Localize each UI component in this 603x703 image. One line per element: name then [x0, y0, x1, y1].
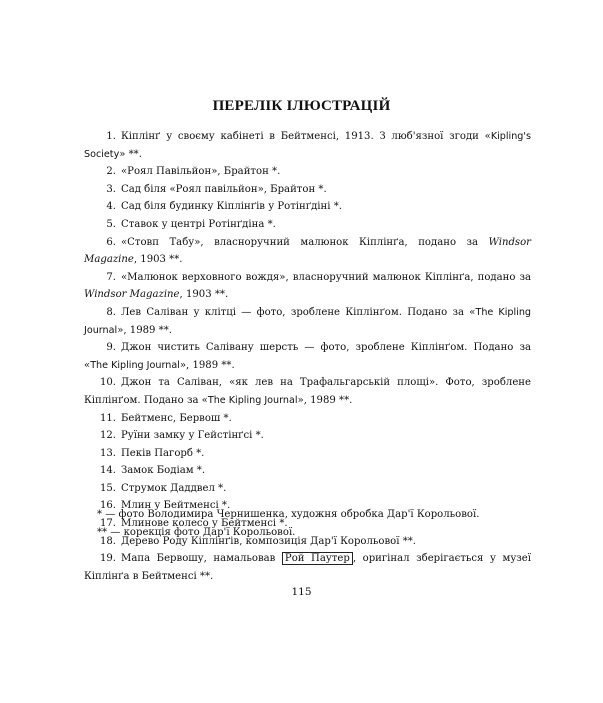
item-number: 4. [106, 201, 116, 213]
item-text: Руїни замку у Гейстінґсі *. [121, 430, 264, 442]
item-text: Ставок у центрі Ротінґдіна *. [121, 218, 276, 230]
item-number: 19. [99, 553, 116, 565]
publication-title: The Kipling Journal [84, 306, 531, 336]
highlighted-name: Рой Паутер [282, 552, 353, 565]
item-text: Сад біля будинку Кіплінґів у Ротінґдіні *. [121, 201, 342, 213]
item-number: 8. [106, 306, 116, 318]
list-item [84, 550, 531, 585]
item-number: 12. [99, 430, 116, 442]
item-number: 17. [99, 518, 116, 530]
item-number: 11. [99, 412, 116, 424]
item-number: 9. [106, 342, 116, 354]
list-item [84, 269, 531, 304]
item-number: 5. [106, 218, 116, 230]
footnote-single-star: * — фото Володимира Чернишенка, художня обробка Дар'ї Корольової. [97, 509, 480, 520]
item-text: Пеків Пагорб *. [121, 447, 205, 459]
page-number: 115 [291, 586, 312, 598]
list-item [84, 462, 531, 480]
list-item [84, 234, 531, 269]
list-item [84, 480, 531, 498]
magazine-title: Windsor Magazine [84, 236, 531, 266]
item-number: 15. [99, 482, 116, 494]
magazine-title: Windsor Magazine [84, 289, 180, 301]
item-text: Лев Саліван у клітці — фото, зроблене Кіплінґом. Подано за « [121, 306, 476, 318]
list-item [84, 427, 531, 445]
publication-title: The Kipling Journal [207, 394, 298, 406]
item-text: Млинове колесо у Бейтменсі *. [121, 518, 288, 530]
item-number: 14. [99, 465, 116, 477]
item-text: «Роял Павільйон», Брайтон *. [121, 166, 281, 178]
item-number: 6. [106, 236, 116, 248]
item-text-tail: », 1989 **. [117, 324, 172, 336]
item-text: Замок Бодіам *. [121, 465, 206, 477]
list-item [84, 445, 531, 463]
list-item [84, 339, 531, 374]
item-text: Джон чистить Салівану шерсть — фото, зроблене Кіплінґом. Подано за « [84, 342, 531, 371]
item-text: Млин у Бейтменсі *. [121, 500, 231, 512]
item-number: 16. [99, 500, 116, 512]
item-text: Струмок Даддвел *. [121, 482, 227, 494]
item-number: 7. [106, 271, 116, 283]
list-item [84, 163, 531, 181]
item-number: 13. [99, 447, 116, 459]
footnote-double-star: ** — корекція фото Дар'ї Корольової. [97, 526, 296, 538]
list-item [84, 128, 531, 163]
publication-title: Kipling's Society [84, 131, 531, 160]
item-number: 10. [99, 377, 116, 389]
footnotes [84, 506, 531, 541]
item-text-tail: , 1903 **. [133, 254, 183, 266]
list-item [84, 374, 531, 409]
item-text-tail: », 1989 **. [297, 394, 353, 406]
list-item [84, 198, 531, 216]
list-item [84, 181, 531, 199]
list-item [84, 216, 531, 234]
list-item [84, 304, 531, 339]
item-number: 3. [106, 183, 116, 195]
list-item [84, 410, 531, 428]
item-text: Джон та Саліван, «як лев на Трафальгарській площі». Фото, зроблене Кіплінґом. Подано за « [84, 377, 531, 406]
item-text: Кіплінґ у своєму кабінеті в Бейтменсі, 1913. З люб'язної згоди « [121, 131, 491, 142]
publication-title: The Kipling Journal [90, 359, 180, 371]
item-text: Бейтменс, Бервош *. [121, 412, 232, 424]
item-number: 1. [106, 131, 116, 142]
item-text-tail: », 1989 **. [179, 359, 235, 371]
item-text: Мапа Бервошу, намальовав [121, 553, 282, 565]
page-title: ПЕРЕЛІК ІЛЮСТРАЦІЙ [212, 98, 391, 114]
item-number: 2. [106, 166, 116, 178]
item-number: 18. [99, 535, 116, 547]
item-text: Дерево Роду Кіплінґів, композиція Дар'ї Корольової **. [121, 535, 416, 547]
item-text: «Стовп Табу», власноручний малюнок Кіплінґа, подано за [121, 236, 489, 248]
item-text-tail: , оригінал зберігається у музеї Кіплінґа в Бейтменсі **. [84, 553, 531, 582]
item-text-tail: » **. [119, 148, 142, 160]
item-text: Сад біля «Роял павільйон», Брайтон *. [121, 183, 327, 195]
item-text: «Малюнок верховного вождя», власноручний малюнок Кіплінґа, подано за [121, 271, 531, 283]
item-text-tail: , 1903 **. [179, 289, 229, 301]
